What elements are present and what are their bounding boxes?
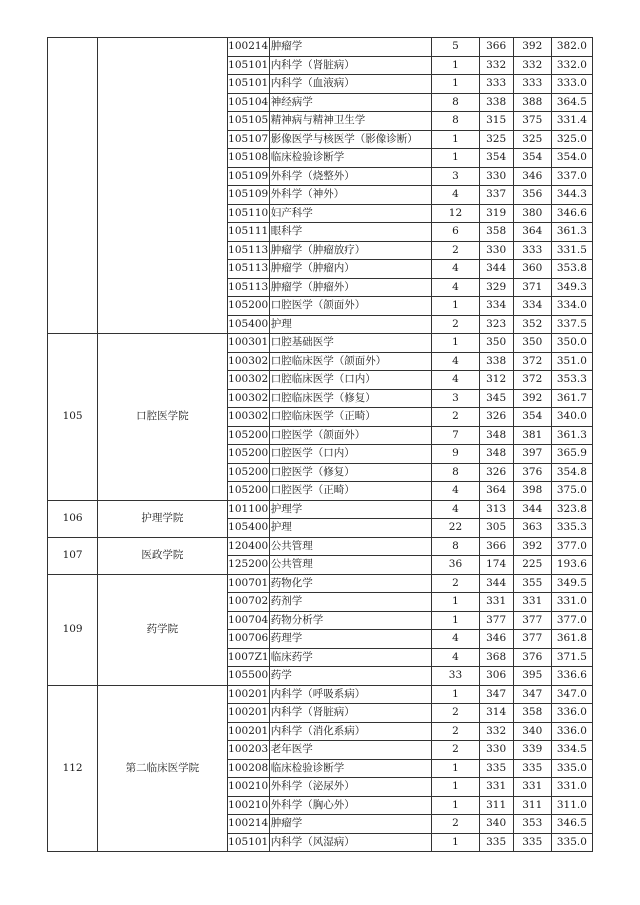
admitted-count-cell: 9 — [432, 445, 479, 464]
min-score-cell: 332 — [479, 722, 513, 741]
admitted-count-cell: 1 — [432, 593, 479, 612]
admitted-count-cell: 2 — [432, 408, 479, 427]
max-score-cell: 392 — [513, 38, 551, 57]
max-score-cell: 325 — [513, 130, 551, 149]
major-code-cell: 100210 — [227, 778, 269, 797]
major-name-cell: 肿瘤学（肿瘤内） — [269, 260, 432, 279]
major-code-cell: 100214 — [227, 815, 269, 834]
max-score-cell: 375 — [513, 112, 551, 131]
admitted-count-cell: 8 — [432, 93, 479, 112]
admitted-count-cell: 1 — [432, 796, 479, 815]
major-code-cell: 100210 — [227, 796, 269, 815]
avg-score-cell: 325.0 — [551, 130, 592, 149]
min-score-cell: 338 — [479, 352, 513, 371]
admitted-count-cell: 2 — [432, 315, 479, 334]
min-score-cell: 366 — [479, 537, 513, 556]
max-score-cell: 354 — [513, 149, 551, 168]
avg-score-cell: 337.0 — [551, 167, 592, 186]
major-code-cell: 100302 — [227, 371, 269, 390]
avg-score-cell: 361.8 — [551, 630, 592, 649]
major-code-cell: 100208 — [227, 759, 269, 778]
major-code-cell: 105113 — [227, 241, 269, 260]
avg-score-cell: 347.0 — [551, 685, 592, 704]
max-score-cell: 332 — [513, 56, 551, 75]
dept-name-cell: 第二临床医学院 — [98, 685, 227, 852]
min-score-cell: 326 — [479, 408, 513, 427]
avg-score-cell: 351.0 — [551, 352, 592, 371]
major-code-cell: 100302 — [227, 408, 269, 427]
min-score-cell: 364 — [479, 482, 513, 501]
admitted-count-cell: 1 — [432, 149, 479, 168]
major-name-cell: 口腔医学（口内） — [269, 445, 432, 464]
avg-score-cell: 377.0 — [551, 537, 592, 556]
admitted-count-cell: 4 — [432, 278, 479, 297]
max-score-cell: 377 — [513, 611, 551, 630]
admitted-count-cell: 1 — [432, 759, 479, 778]
major-code-cell: 100704 — [227, 611, 269, 630]
avg-score-cell: 337.5 — [551, 315, 592, 334]
major-name-cell: 药物分析学 — [269, 611, 432, 630]
major-name-cell: 口腔医学（颌面外） — [269, 426, 432, 445]
min-score-cell: 344 — [479, 574, 513, 593]
major-name-cell: 口腔医学（颌面外） — [269, 297, 432, 316]
avg-score-cell: 371.5 — [551, 648, 592, 667]
dept-code-cell: 107 — [48, 537, 98, 574]
max-score-cell: 376 — [513, 463, 551, 482]
major-name-cell: 药学 — [269, 667, 432, 686]
avg-score-cell: 344.3 — [551, 186, 592, 205]
dept-name-cell: 药学院 — [98, 574, 227, 685]
admitted-count-cell: 1 — [432, 297, 479, 316]
max-score-cell: 353 — [513, 815, 551, 834]
dept-code-cell: 105 — [48, 334, 98, 501]
avg-score-cell: 336.6 — [551, 667, 592, 686]
admitted-count-cell: 1 — [432, 130, 479, 149]
admitted-count-cell: 4 — [432, 186, 479, 205]
major-name-cell: 眼科学 — [269, 223, 432, 242]
max-score-cell: 392 — [513, 537, 551, 556]
avg-score-cell: 336.0 — [551, 704, 592, 723]
admitted-count-cell: 2 — [432, 741, 479, 760]
major-code-cell: 100201 — [227, 704, 269, 723]
avg-score-cell: 331.4 — [551, 112, 592, 131]
admitted-count-cell: 1 — [432, 685, 479, 704]
max-score-cell: 372 — [513, 352, 551, 371]
max-score-cell: 333 — [513, 241, 551, 260]
min-score-cell: 333 — [479, 75, 513, 94]
major-code-cell: 105110 — [227, 204, 269, 223]
major-code-cell: 100706 — [227, 630, 269, 649]
admitted-count-cell: 2 — [432, 815, 479, 834]
major-code-cell: 105104 — [227, 93, 269, 112]
max-score-cell: 398 — [513, 482, 551, 501]
admitted-count-cell: 8 — [432, 537, 479, 556]
min-score-cell: 377 — [479, 611, 513, 630]
major-name-cell: 药剂学 — [269, 593, 432, 612]
admitted-count-cell: 4 — [432, 648, 479, 667]
major-code-cell: 105111 — [227, 223, 269, 242]
min-score-cell: 305 — [479, 519, 513, 538]
min-score-cell: 335 — [479, 833, 513, 852]
major-code-cell: 105200 — [227, 297, 269, 316]
max-score-cell: 381 — [513, 426, 551, 445]
major-name-cell: 神经病学 — [269, 93, 432, 112]
major-code-cell: 100702 — [227, 593, 269, 612]
table-row — [48, 685, 593, 704]
dept-name-cell: 医政学院 — [98, 537, 227, 574]
major-code-cell: 105113 — [227, 260, 269, 279]
avg-score-cell: 334.0 — [551, 297, 592, 316]
max-score-cell: 380 — [513, 204, 551, 223]
major-name-cell: 肿瘤学（肿瘤外） — [269, 278, 432, 297]
min-score-cell: 338 — [479, 93, 513, 112]
dept-name-cell: 护理学院 — [98, 500, 227, 537]
max-score-cell: 392 — [513, 389, 551, 408]
major-code-cell: 105109 — [227, 167, 269, 186]
avg-score-cell: 353.3 — [551, 371, 592, 390]
admitted-count-cell: 4 — [432, 260, 479, 279]
major-name-cell: 护理学 — [269, 500, 432, 519]
max-score-cell: 225 — [513, 556, 551, 575]
major-code-cell: 100301 — [227, 334, 269, 353]
max-score-cell: 335 — [513, 759, 551, 778]
major-code-cell: 100214 — [227, 38, 269, 57]
max-score-cell: 350 — [513, 334, 551, 353]
min-score-cell: 331 — [479, 593, 513, 612]
avg-score-cell: 346.5 — [551, 815, 592, 834]
major-name-cell: 临床检验诊断学 — [269, 149, 432, 168]
max-score-cell: 340 — [513, 722, 551, 741]
min-score-cell: 313 — [479, 500, 513, 519]
min-score-cell: 306 — [479, 667, 513, 686]
major-code-cell: 100203 — [227, 741, 269, 760]
max-score-cell: 311 — [513, 796, 551, 815]
avg-score-cell: 377.0 — [551, 611, 592, 630]
dept-code-cell: 106 — [48, 500, 98, 537]
admitted-count-cell: 4 — [432, 482, 479, 501]
major-name-cell: 护理 — [269, 315, 432, 334]
major-name-cell: 肿瘤学 — [269, 815, 432, 834]
table-row — [48, 334, 593, 353]
major-name-cell: 内科学（肾脏病） — [269, 56, 432, 75]
dept-name-cell: 口腔医学院 — [98, 334, 227, 501]
major-name-cell: 公共管理 — [269, 556, 432, 575]
min-score-cell: 334 — [479, 297, 513, 316]
avg-score-cell: 331.5 — [551, 241, 592, 260]
major-code-cell: 105400 — [227, 519, 269, 538]
min-score-cell: 329 — [479, 278, 513, 297]
admitted-count-cell: 5 — [432, 38, 479, 57]
max-score-cell: 358 — [513, 704, 551, 723]
admitted-count-cell: 3 — [432, 389, 479, 408]
min-score-cell: 325 — [479, 130, 513, 149]
admitted-count-cell: 12 — [432, 204, 479, 223]
major-code-cell: 100302 — [227, 352, 269, 371]
min-score-cell: 314 — [479, 704, 513, 723]
min-score-cell: 174 — [479, 556, 513, 575]
major-name-cell: 影像医学与核医学（影像诊断） — [269, 130, 432, 149]
admitted-count-cell: 4 — [432, 352, 479, 371]
major-name-cell: 药理学 — [269, 630, 432, 649]
min-score-cell: 347 — [479, 685, 513, 704]
max-score-cell: 395 — [513, 667, 551, 686]
admitted-count-cell: 4 — [432, 630, 479, 649]
major-name-cell: 内科学（血液病） — [269, 75, 432, 94]
major-name-cell: 内科学（肾脏病） — [269, 704, 432, 723]
admitted-count-cell: 1 — [432, 334, 479, 353]
table-row — [48, 500, 593, 519]
admitted-count-cell: 6 — [432, 223, 479, 242]
major-code-cell: 105200 — [227, 482, 269, 501]
admitted-count-cell: 8 — [432, 463, 479, 482]
max-score-cell: 335 — [513, 833, 551, 852]
major-code-cell: 100201 — [227, 685, 269, 704]
admitted-count-cell: 2 — [432, 722, 479, 741]
major-name-cell: 口腔临床医学（正畸） — [269, 408, 432, 427]
major-code-cell: 105200 — [227, 445, 269, 464]
min-score-cell: 315 — [479, 112, 513, 131]
min-score-cell: 368 — [479, 648, 513, 667]
admitted-count-cell: 22 — [432, 519, 479, 538]
major-code-cell: 100302 — [227, 389, 269, 408]
max-score-cell: 364 — [513, 223, 551, 242]
max-score-cell: 331 — [513, 593, 551, 612]
major-name-cell: 护理 — [269, 519, 432, 538]
avg-score-cell: 331.0 — [551, 593, 592, 612]
major-name-cell: 口腔临床医学（修复） — [269, 389, 432, 408]
avg-score-cell: 365.9 — [551, 445, 592, 464]
admitted-count-cell: 33 — [432, 667, 479, 686]
major-name-cell: 临床检验诊断学 — [269, 759, 432, 778]
admitted-count-cell: 8 — [432, 112, 479, 131]
major-code-cell: 105105 — [227, 112, 269, 131]
max-score-cell: 347 — [513, 685, 551, 704]
major-code-cell: 100201 — [227, 722, 269, 741]
major-code-cell: 105113 — [227, 278, 269, 297]
max-score-cell: 355 — [513, 574, 551, 593]
avg-score-cell: 335.3 — [551, 519, 592, 538]
avg-score-cell: 334.5 — [551, 741, 592, 760]
avg-score-cell: 364.5 — [551, 93, 592, 112]
min-score-cell: 335 — [479, 759, 513, 778]
table-row — [48, 537, 593, 556]
major-code-cell: 105101 — [227, 833, 269, 852]
major-name-cell: 药物化学 — [269, 574, 432, 593]
max-score-cell: 344 — [513, 500, 551, 519]
min-score-cell: 348 — [479, 445, 513, 464]
admitted-count-cell: 1 — [432, 611, 479, 630]
admitted-count-cell: 1 — [432, 56, 479, 75]
min-score-cell: 358 — [479, 223, 513, 242]
table-row — [48, 38, 593, 57]
avg-score-cell: 311.0 — [551, 796, 592, 815]
admitted-count-cell: 4 — [432, 371, 479, 390]
dept-name-cell — [98, 38, 227, 334]
major-code-cell: 105200 — [227, 426, 269, 445]
major-code-cell: 105107 — [227, 130, 269, 149]
avg-score-cell: 350.0 — [551, 334, 592, 353]
admitted-count-cell: 1 — [432, 833, 479, 852]
major-code-cell: 105101 — [227, 56, 269, 75]
avg-score-cell: 349.3 — [551, 278, 592, 297]
max-score-cell: 334 — [513, 297, 551, 316]
major-name-cell: 肿瘤学（肿瘤放疗） — [269, 241, 432, 260]
avg-score-cell: 353.8 — [551, 260, 592, 279]
avg-score-cell: 382.0 — [551, 38, 592, 57]
dept-code-cell — [48, 38, 98, 334]
max-score-cell: 377 — [513, 630, 551, 649]
max-score-cell: 388 — [513, 93, 551, 112]
table-row — [48, 574, 593, 593]
max-score-cell: 346 — [513, 167, 551, 186]
max-score-cell: 376 — [513, 648, 551, 667]
major-code-cell: 120400 — [227, 537, 269, 556]
min-score-cell: 326 — [479, 463, 513, 482]
major-name-cell: 外科学（胸心外） — [269, 796, 432, 815]
avg-score-cell: 335.0 — [551, 833, 592, 852]
min-score-cell: 346 — [479, 630, 513, 649]
major-name-cell: 肿瘤学 — [269, 38, 432, 57]
major-name-cell: 老年医学 — [269, 741, 432, 760]
major-name-cell: 妇产科学 — [269, 204, 432, 223]
major-code-cell: 105500 — [227, 667, 269, 686]
max-score-cell: 331 — [513, 778, 551, 797]
major-name-cell: 外科学（烧整外） — [269, 167, 432, 186]
admitted-count-cell: 1 — [432, 778, 479, 797]
min-score-cell: 350 — [479, 334, 513, 353]
major-name-cell: 口腔临床医学（颌面外） — [269, 352, 432, 371]
table-body — [48, 38, 593, 852]
max-score-cell: 360 — [513, 260, 551, 279]
min-score-cell: 312 — [479, 371, 513, 390]
admitted-count-cell: 2 — [432, 574, 479, 593]
major-code-cell: 125200 — [227, 556, 269, 575]
avg-score-cell: 354.8 — [551, 463, 592, 482]
admitted-count-cell: 4 — [432, 500, 479, 519]
admitted-count-cell: 2 — [432, 241, 479, 260]
major-name-cell: 精神病与精神卫生学 — [269, 112, 432, 131]
avg-score-cell: 361.7 — [551, 389, 592, 408]
min-score-cell: 330 — [479, 167, 513, 186]
avg-score-cell: 361.3 — [551, 223, 592, 242]
min-score-cell: 330 — [479, 241, 513, 260]
max-score-cell: 339 — [513, 741, 551, 760]
dept-code-cell: 112 — [48, 685, 98, 852]
max-score-cell: 333 — [513, 75, 551, 94]
max-score-cell: 397 — [513, 445, 551, 464]
major-code-cell: 105200 — [227, 463, 269, 482]
max-score-cell: 356 — [513, 186, 551, 205]
min-score-cell: 354 — [479, 149, 513, 168]
min-score-cell: 330 — [479, 741, 513, 760]
major-name-cell: 内科学（消化系病） — [269, 722, 432, 741]
major-name-cell: 口腔基础医学 — [269, 334, 432, 353]
min-score-cell: 344 — [479, 260, 513, 279]
min-score-cell: 337 — [479, 186, 513, 205]
min-score-cell: 366 — [479, 38, 513, 57]
major-name-cell: 外科学（神外） — [269, 186, 432, 205]
avg-score-cell: 332.0 — [551, 56, 592, 75]
major-name-cell: 外科学（泌尿外） — [269, 778, 432, 797]
min-score-cell: 332 — [479, 56, 513, 75]
max-score-cell: 372 — [513, 371, 551, 390]
major-name-cell: 内科学（呼吸系病） — [269, 685, 432, 704]
admission-scores-table — [47, 37, 593, 852]
avg-score-cell: 354.0 — [551, 149, 592, 168]
major-name-cell: 内科学（风湿病） — [269, 833, 432, 852]
avg-score-cell: 193.6 — [551, 556, 592, 575]
avg-score-cell: 340.0 — [551, 408, 592, 427]
admitted-count-cell: 1 — [432, 75, 479, 94]
major-name-cell: 口腔临床医学（口内） — [269, 371, 432, 390]
major-name-cell: 临床药学 — [269, 648, 432, 667]
major-code-cell: 1007Z1 — [227, 648, 269, 667]
min-score-cell: 348 — [479, 426, 513, 445]
avg-score-cell: 361.3 — [551, 426, 592, 445]
min-score-cell: 331 — [479, 778, 513, 797]
major-code-cell: 101100 — [227, 500, 269, 519]
min-score-cell: 319 — [479, 204, 513, 223]
admitted-count-cell: 7 — [432, 426, 479, 445]
avg-score-cell: 323.8 — [551, 500, 592, 519]
major-code-cell: 105109 — [227, 186, 269, 205]
avg-score-cell: 375.0 — [551, 482, 592, 501]
avg-score-cell: 335.0 — [551, 759, 592, 778]
admitted-count-cell: 2 — [432, 704, 479, 723]
major-code-cell: 105101 — [227, 75, 269, 94]
max-score-cell: 363 — [513, 519, 551, 538]
min-score-cell: 340 — [479, 815, 513, 834]
avg-score-cell: 331.0 — [551, 778, 592, 797]
major-code-cell: 105400 — [227, 315, 269, 334]
major-name-cell: 公共管理 — [269, 537, 432, 556]
max-score-cell: 371 — [513, 278, 551, 297]
min-score-cell: 345 — [479, 389, 513, 408]
admitted-count-cell: 36 — [432, 556, 479, 575]
admitted-count-cell: 3 — [432, 167, 479, 186]
max-score-cell: 354 — [513, 408, 551, 427]
min-score-cell: 311 — [479, 796, 513, 815]
avg-score-cell: 346.6 — [551, 204, 592, 223]
major-name-cell: 口腔医学（修复） — [269, 463, 432, 482]
min-score-cell: 323 — [479, 315, 513, 334]
avg-score-cell: 333.0 — [551, 75, 592, 94]
dept-code-cell: 109 — [48, 574, 98, 685]
avg-score-cell: 349.5 — [551, 574, 592, 593]
max-score-cell: 352 — [513, 315, 551, 334]
avg-score-cell: 336.0 — [551, 722, 592, 741]
major-code-cell: 105108 — [227, 149, 269, 168]
major-name-cell: 口腔医学（正畸） — [269, 482, 432, 501]
major-code-cell: 100701 — [227, 574, 269, 593]
